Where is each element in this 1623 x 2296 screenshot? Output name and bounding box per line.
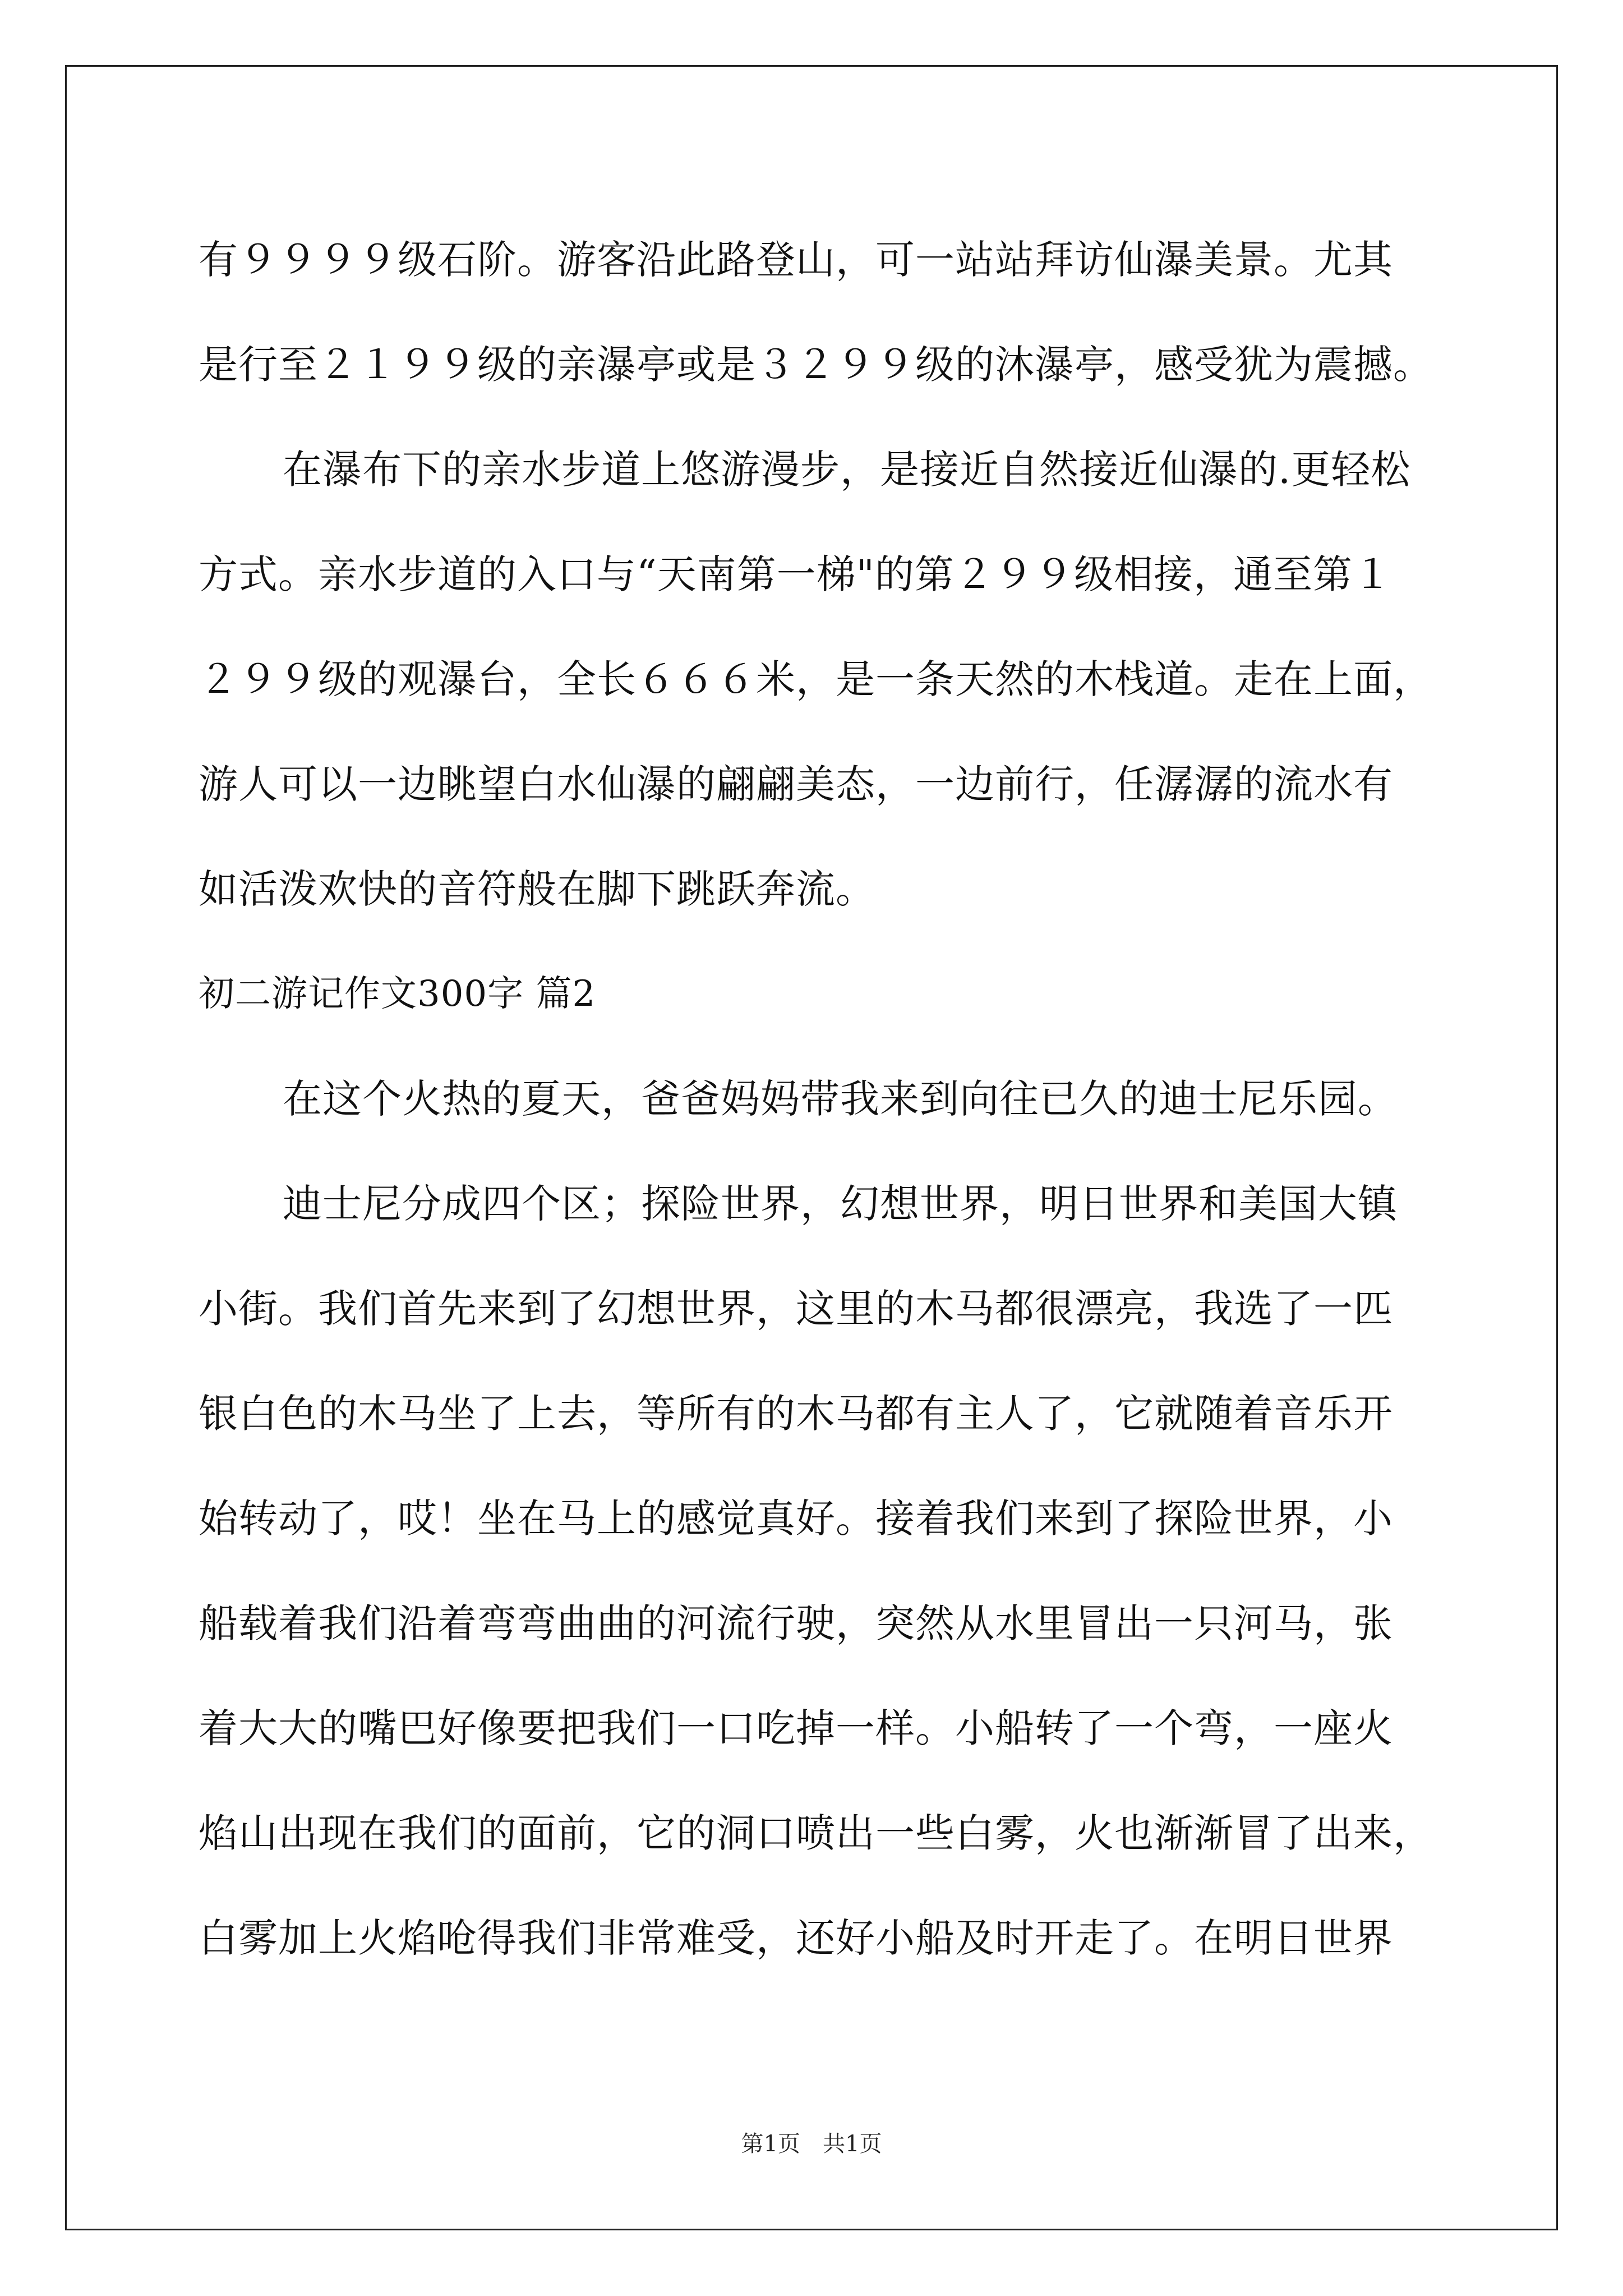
text-line: 银白色的木马坐了上去，等所有的木马都有主人了，它就随着音乐开	[199, 1391, 1393, 1437]
text-line: ２９９级的观瀑台，全长６６６米，是一条天然的木栈道。走在上面，	[199, 656, 1433, 702]
section-heading: 初二游记作文300字 篇2	[199, 973, 596, 1015]
text-line: 有９９９９级石阶。游客沿此路登山，可一站站拜访仙瀑美景。尤其	[199, 237, 1393, 283]
text-line: 是行至２１９９级的亲瀑亭或是３２９９级的沐瀑亭，感受犹为震撼。	[199, 342, 1433, 388]
text-line: 始转动了，哎！坐在马上的感觉真好。接着我们来到了探险世界，小	[199, 1496, 1393, 1542]
text-line: 游人可以一边眺望白水仙瀑的翩翩美态，一边前行，任潺潺的流水有	[199, 761, 1393, 807]
text-line: 如活泼欢快的音符般在脚下跳跃奔流。	[199, 866, 875, 912]
text-line: 小街。我们首先来到了幻想世界，这里的木马都很漂亮，我选了一匹	[199, 1286, 1393, 1332]
text-line: 方式。亲水步道的入口与“天南第一梯"的第２９９级相接，通至第１	[199, 551, 1393, 597]
document-body	[199, 208, 1438, 1991]
text-line: 焰山出现在我们的面前，它的洞口喷出一些白雾，火也渐渐冒了出来，	[199, 1810, 1433, 1856]
text-line: 迪士尼分成四个区；探险世界，幻想世界，明日世界和美国大镇	[283, 1181, 1398, 1227]
text-line: 白雾加上火焰呛得我们非常难受，还好小船及时开走了。在明日世界	[199, 1915, 1393, 1961]
page-number: 第1页 共1页	[741, 2131, 882, 2157]
text-line: 在瀑布下的亲水步道上悠游漫步，是接近自然接近仙瀑的.更轻松	[283, 447, 1411, 493]
text-line: 船载着我们沿着弯弯曲曲的河流行驶，突然从水里冒出一只河马，张	[199, 1600, 1393, 1646]
text-line: 着大大的嘴巴好像要把我们一口吃掉一样。小船转了一个弯，一座火	[199, 1705, 1393, 1751]
text-line: 在这个火热的夏天，爸爸妈妈带我来到向往已久的迪士尼乐园。	[283, 1076, 1398, 1122]
